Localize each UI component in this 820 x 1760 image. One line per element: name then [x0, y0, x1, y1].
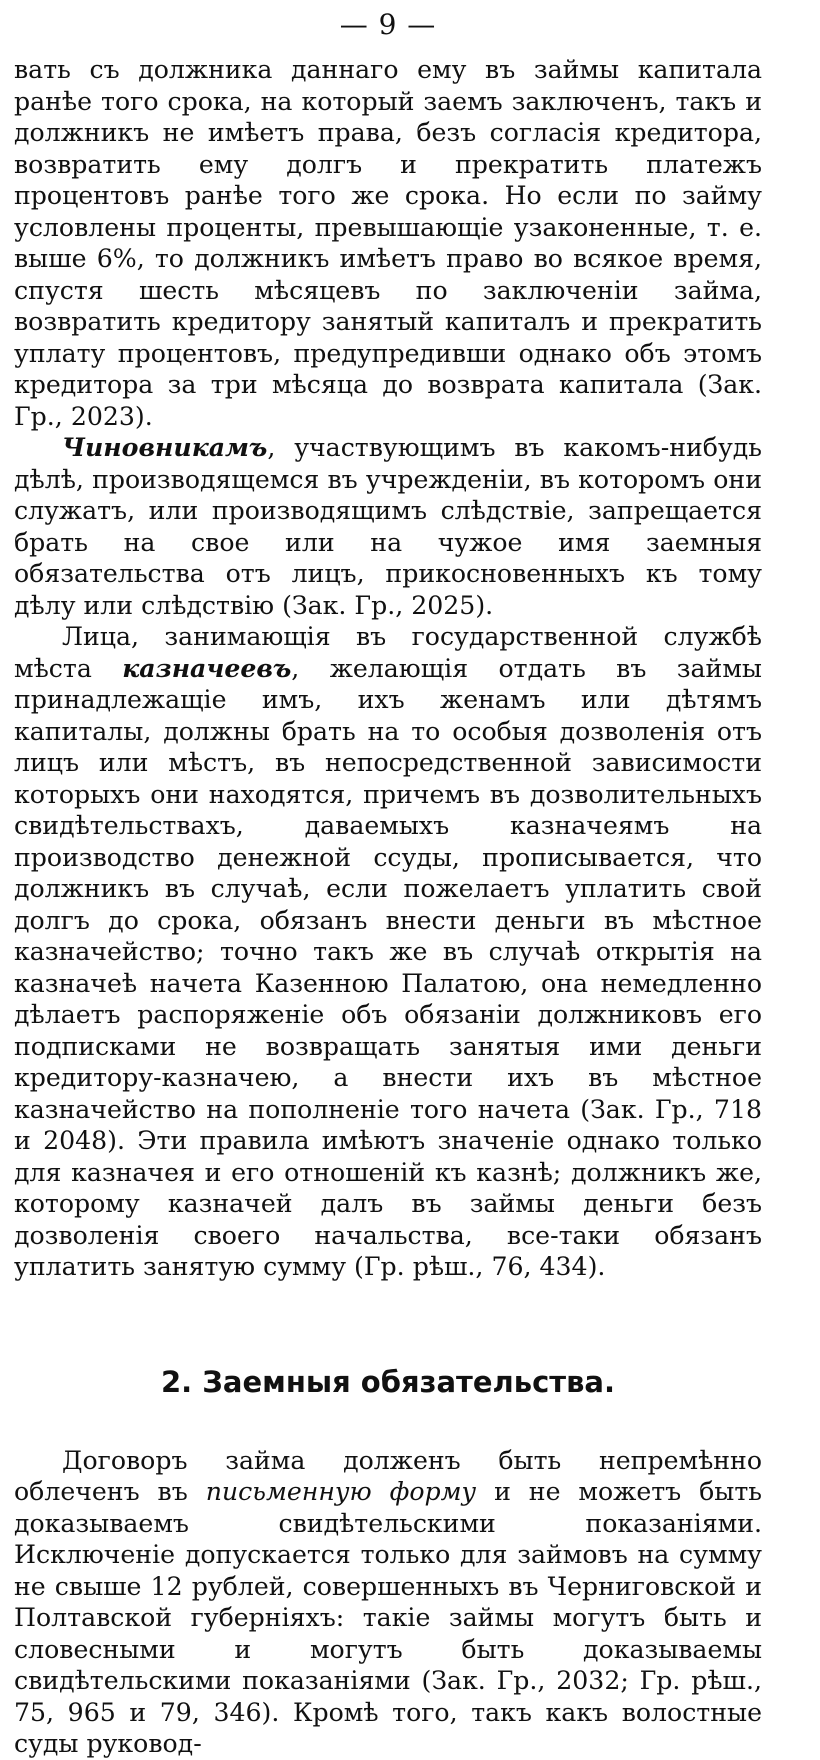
paragraph-written-form-text: и не можетъ быть доказываемъ свидѣтельскими показаніями. Исключеніе допускается только для займовъ на сумму не свыше 12 рублей, совершенныхъ въ Черниговской и Полтавской губерніяхъ: такіе займы могутъ быть и словесными и могутъ быть доказываемы свидѣтельскими показаніями (Зак. Гр., 2032; Гр. рѣш., 75, 965 и 79, 346). Кромѣ того, такъ какъ волостные суды руковод- [14, 1477, 763, 1758]
paragraph-treasurers-lead: Лица, занимающія въ государственной службѣ мѣста [14, 622, 762, 683]
emphasis-officials: Чиновникамъ [62, 432, 268, 462]
paragraph-treasurers-text: , желающія отдать въ займы принадлежащіе имъ, ихъ женамъ или дѣтямъ капиталы, должны брать на то особыя дозволенія отъ лицъ или мѣстъ, въ непосредственной зависимости которыхъ они находятся, причемъ въ дозволительныхъ свидѣтельствахъ, даваемыхъ казначеямъ на производство денежной ссуды, прописывается, что должникъ въ случаѣ, если пожелаетъ уплатить свой долгъ до срока, обязанъ внести деньги въ мѣстное казначейство; точно такъ же въ случаѣ открытія на казначеѣ начета Казенною Палатою, она немедленно дѣлаетъ распоряженіе объ обязаніи должниковъ его подписками не возвращать занятыя ими деньги кредитору-казначею, а внести ихъ въ мѣстное казначейство на пополненіе того начета (Зак. Гр., 718 и 2048). Эти правила имѣютъ значеніе однако только для казначея и его отношеній къ казнѣ; должникъ же, которому казначей далъ въ займы деньги безъ дозволенія своего начальства, все-таки обязанъ уплатить занятую сумму (Гр. рѣш., 76, 434). [14, 653, 762, 1281]
paragraph-written-form [14, 1445, 762, 1760]
emphasis-written-form: письменную форму [205, 1477, 477, 1506]
emphasis-treasurers: казначеевъ [122, 652, 292, 683]
spacer [14, 1283, 762, 1367]
page-number: — 9 — [339, 8, 437, 41]
paragraph-written-form-lead: Договоръ займа долженъ быть непремѣнно облеченъ въ [14, 1445, 762, 1506]
paragraph-treasurers [14, 621, 762, 1283]
body-text [14, 54, 762, 1760]
spacer [14, 1397, 762, 1445]
section-title: 2. Заемныя обязательства. [160, 1364, 616, 1399]
paragraph-officials-text: , участвующимъ въ какомъ-нибудь дѣлѣ, производящемся въ учрежденіи, въ которомъ они служатъ, или производящимъ слѣдствіе, запрещается брать на свое или на чужое имя заемныя обязательства отъ лицъ, прикосновенныхъ къ тому дѣлу или слѣдствію (Зак. Гр., 2025). [14, 433, 762, 620]
paragraph-loan-terms: вать съ должника даннаго ему въ займы капитала ранѣе того срока, на который заемъ заключенъ, такъ и должникъ не имѣетъ права, безъ согласія кредитора, возвратить ему долгъ и прекратить платежъ процентовъ ранѣе того же срока. Но если по займу условлены проценты, превышающіе узаконенные, т. е. выше 6%, то должникъ имѣетъ право во всякое время, спустя шесть мѣсяцевъ по заключеніи займа, возвратить кредитору занятый капиталъ и прекратить уплату процентовъ, предупредивши однако объ этомъ кредитора за три мѣсяца до возврата капитала (Зак. Гр., 2023). [14, 55, 762, 431]
paragraph-officials [14, 432, 762, 621]
